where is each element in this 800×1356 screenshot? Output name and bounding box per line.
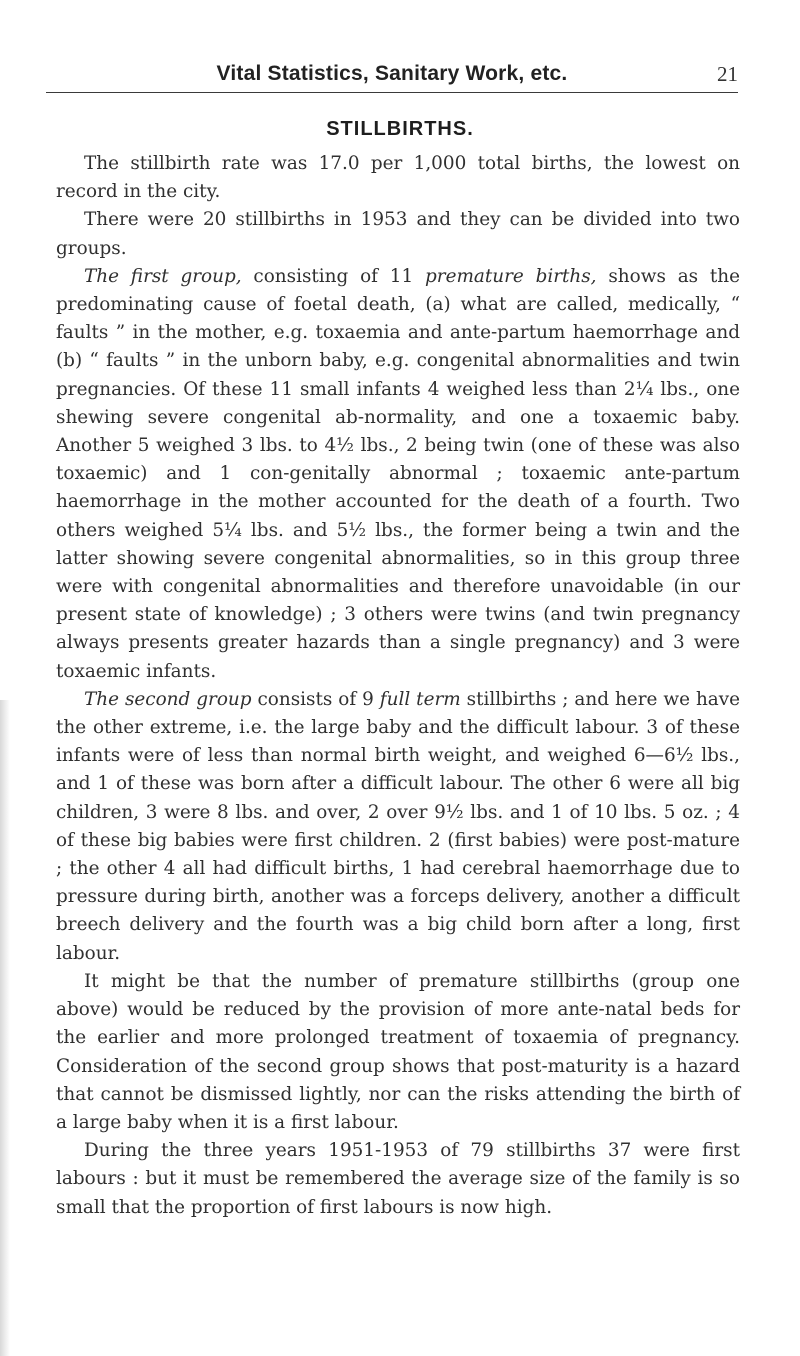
second-group-text-a: consists of 9: [251, 688, 380, 710]
first-group-text-c: shows as the predominating cause of foetal death, (a) what are called, medically, “ faults ” in the mother, e.g. toxaemia and ante-partum haemorrhage and (b) “ faults ” in the unborn baby, e.g. congenital abnormalities and twin pregnancies. Of these 11 small infants 4 weighed less than 2¼ lbs., one shewing severe congenital ab-normality, and one a toxaemic baby. Another 5 weighed 3 lbs. to 4½ lbs., 2 being twin (one of these was also toxaemic) and 1 con-genitally abnormal ; toxaemic ante-partum haemorrhage in the mother accounted for the death of a fourth. Two others weighed 5¼ lbs. and 5½ lbs., the former being a twin and the latter showing severe congenital abnormalities, so in this group three were with congenital abnormalities and therefore unavoidable (in our present state of knowledge) ; 3 others were twins (and twin pregnancy always presents greater hazards than a single pregnancy) and 3 were toxaemic infants.: [56, 265, 741, 682]
body-text: [56, 150, 740, 1222]
second-group-label: The second group: [84, 688, 252, 710]
first-group-text-a: consisting of 11: [241, 265, 425, 287]
paragraph-two-groups: There were 20 stillbirths in 1953 and they can be divided into two groups.: [56, 209, 740, 259]
running-title: Vital Statistics, Sanitary Work, etc.: [216, 62, 568, 85]
paragraph-premature-reduction: It might be that the number of premature stillbirths (group one above) would be reduced by the provision of more ante-natal beds for the earlier and more prolonged treatment of toxaemia of pregnancy. Consideration of the second group shows that post-maturity is a hazard that cannot be dismissed lightly, nor can the risks attending the birth of a large baby when it is a first labour.: [56, 970, 740, 1133]
paragraph-first-group: [56, 263, 740, 686]
paragraph-stillbirth-rate: The stillbirth rate was 17.0 per 1,000 total births, the lowest on record in the city.: [56, 153, 740, 203]
first-group-label: The first group,: [84, 265, 242, 287]
page-edge-shadow: [0, 700, 10, 1356]
full-term-term: full term: [379, 688, 461, 710]
page-number: 21: [717, 62, 738, 86]
premature-births-term: premature births,: [425, 265, 597, 287]
running-header: [46, 58, 738, 93]
section-heading: STILLBIRTHS.: [326, 118, 474, 140]
second-group-text-c: stillbirths ; and here we have the other extreme, i.e. the large baby and the difficult labour. 3 of these infants were of less than normal birth weight, and weighed 6—6½ lbs., and 1 of these was born after a difficult labour. The other 6 were all big children, 3 were 8 lbs. and over, 2 over 9½ lbs. and 1 of 10 lbs. 5 oz. ; 4 of these big babies were first children. 2 (first babies) were post-mature ; the other 4 all had difficult births, 1 had cerebral haemorrhage due to pressure during birth, another was a forceps delivery, another a difficult breech delivery and the fourth was a big child born after a long, first labour.: [56, 688, 741, 964]
paragraph-second-group: [56, 686, 740, 968]
paragraph-three-years: During the three years 1951-1953 of 79 stillbirths 37 were first labours : but it must be remembered the average size of the family is so small that the proportion of first labours is now high.: [56, 1140, 740, 1218]
